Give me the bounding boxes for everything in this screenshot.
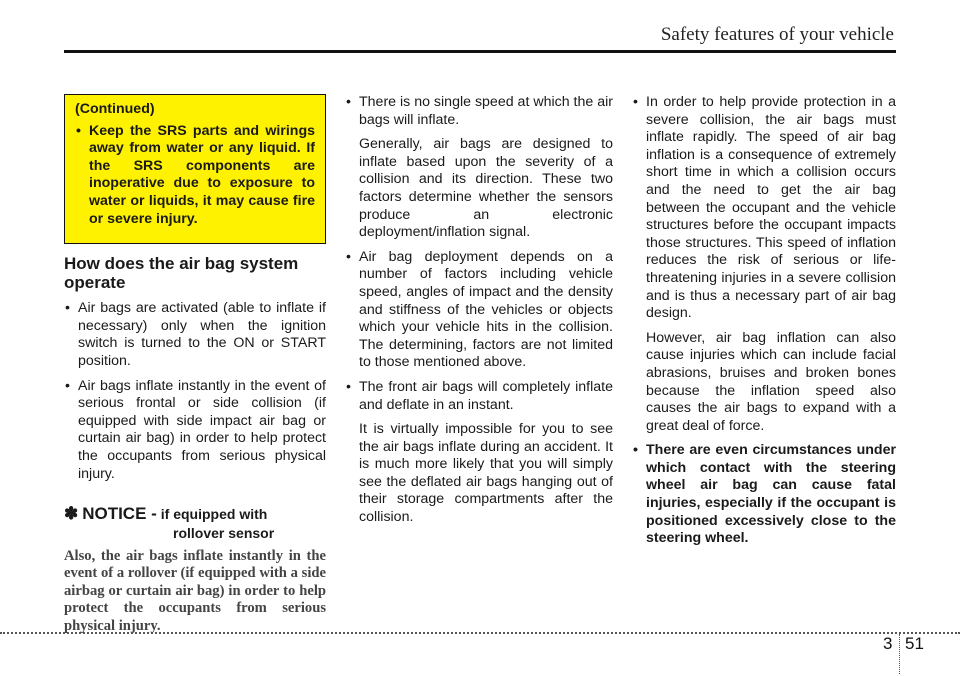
col2-bullet-1: • There is no single speed at which the air bags will inflate. [345, 94, 613, 129]
page-number: 51 [905, 634, 924, 653]
footer-divider [899, 634, 900, 674]
notice-text: Also, the air bags inflate instantly in the event of a rollover (if equipped with a side airbag or curtain air bag) in order to help protect the occupants from serious physical injury. [64, 547, 326, 635]
col2-bullet-2: • Air bag deployment depends on a number of factors including vehicle speed, angles of impact and the density and stiffness of the vehicles or objects which your vehicle hits in the collision. The determining, factors are not limited to those mentioned above. [345, 249, 613, 372]
notice-subtitle-line1: if equipped with [160, 506, 268, 523]
notice-heading [64, 505, 326, 542]
section-bullet-1: • Air bags are activated (able to inflate if necessary) only when the ignition switch is turned to the ON or START position. [64, 300, 326, 370]
col3-bullet-2: • There are even circumstances under which contact with the steering wheel air bag can cause fatal injuries, especially if the occupant is positioned excessively close to the steering wheel. [632, 442, 896, 548]
column-2 [345, 94, 613, 534]
section-bullet-2: • Air bags inflate instantly in the event of serious frontal or side collision (if equipped with side impact air bag or curtain air bag) in order to help protect the occupants from serious physical injury. [64, 378, 326, 484]
warning-continued-label: (Continued) [75, 101, 155, 117]
column-1 [64, 94, 326, 636]
col2-paragraph-1: Generally, air bags are designed to inflate based upon the severity of a collision and its direction. These two factors determine whether the sensors produce an electronic deployment/inflation signal. [359, 136, 613, 241]
notice-subtitle-line2: rollover sensor [173, 524, 275, 541]
col2-bullet-3: • The front air bags will completely inflate and deflate in an instant. [345, 379, 613, 414]
col2-paragraph-3: It is virtually impossible for you to see the air bags inflate during an accident. It is much more likely that you will simply see the deflated air bags hanging out of their storage compartments after the collision. [359, 421, 613, 526]
notice-label: NOTICE - [82, 504, 157, 524]
section-bullet-list [64, 300, 326, 483]
section-title: How does the air bag system operate [64, 254, 299, 293]
header-rule [64, 50, 896, 53]
col3-bullet-1: • In order to help provide protection in a severe collision, the air bags must inflate rapidly. The speed of air bag inflation is a consequence of extremely short time in which a collision occurs and the need to get the air bag between the occupant and the vehicle structures before the occupant impacts those structures. This speed of inflation reduces the risk of serious or life-threatening injuries in a severe collision and is thus a necessary part of air bag design. [632, 94, 896, 323]
col3-paragraph-1: However, air bag inflation can also cause injuries which can include facial abrasions, bruises and broken bones because the inflation speed also causes the air bags to expand with a great deal of force. [646, 329, 896, 434]
warning-bullet: • Keep the SRS parts and wirings away from water or any liquid. If the SRS components are inoperative due to exposure to water or liquids, it may cause fire or severe injury. [75, 123, 315, 229]
notice-symbol: ✽ [64, 504, 79, 524]
column-3 [632, 94, 896, 555]
footer-rule [0, 632, 960, 634]
page-header-title: Safety features of your vehicle [660, 24, 894, 45]
warning-box [64, 94, 326, 244]
chapter-number: 3 [883, 634, 893, 653]
